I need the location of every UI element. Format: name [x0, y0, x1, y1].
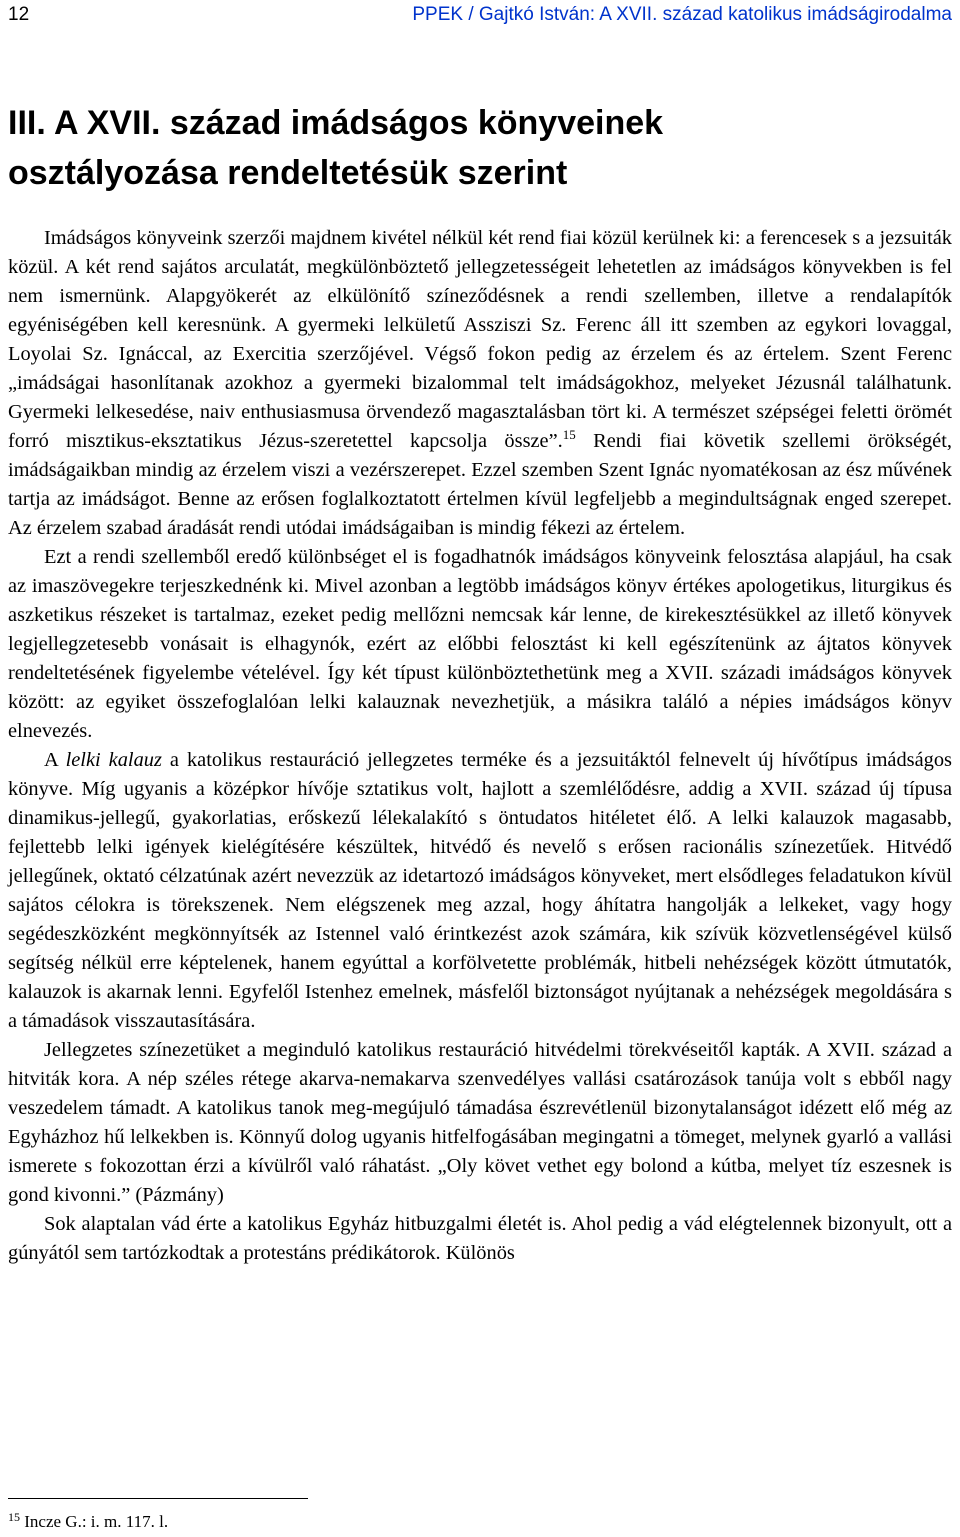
footnote-number: 15	[8, 1510, 20, 1524]
paragraph-1	[8, 224, 952, 543]
lelki-kalauz-term: lelki kalauz	[65, 749, 162, 771]
chapter-heading-line-1: III. A XVII. század imádságos könyveinek	[8, 104, 664, 142]
paragraph-3	[8, 746, 952, 1036]
paragraph-3-pre: A	[44, 749, 66, 771]
chapter-heading	[8, 98, 952, 198]
footnote-reference[interactable]: 15	[562, 427, 576, 442]
paragraph-1-part-c: A gyermeki lelkületű Assziszi Sz. Ferenc áll itt szemben az egykori lovaggal, Loyolai Sz. Ignáccal, az Exercitia szerzőjével. Végső fokon pedig az érzelem és az értelem. Szent Ferenc „imádságai hasonlítanak azokhoz a gyermeki bizalommal telt imádságokhoz, melyeket Jézusnál találhatunk. Gyermeki lelkesedése, naiv enthusiasmusa örvendező magasztalásban tört ki. A természet szépségei feletti örömét forró misztikus-eksztatikus Jézus-szeretettel kapcsolja össze”.	[8, 314, 952, 452]
chapter-heading-line-2: osztályozása rendeltetésük szerint	[8, 154, 568, 192]
running-title-link[interactable]: PPEK / Gajtkó István: A XVII. század katolikus imádságirodalma	[412, 4, 952, 25]
footnote-text: Incze G.: i. m. 117. l.	[24, 1512, 169, 1531]
paragraph-4: Jellegzetes színezetüket a meginduló katolikus restauráció hitvédelmi törekvéseitől kapták. A XVII. század a hitviták kora. A nép széles rétege akarva-nemakarva szenvedélyes vallási csatározások tanúja volt s ebből nagy veszedelem támadt. A katolikus tanok meg-megújuló támadása észrevétlenül bizonytalanságot idézett elő még az Egyházhoz hű lelkekben is. Könnyű dolog ugyanis hitfelfogásában megingatni a tömeget, melynek gyarló a vallási ismerete s fokozottan érzi a kívülről való ráhatást. „Oly követ vethet egy bolond a kútba, melyet tíz eszesnek is gond kivonni.” (Pázmány)	[8, 1039, 952, 1206]
paragraph-3-post: a katolikus restauráció jellegzetes terméke és a jezsuitáktól felnevelt új hívőtípus imádságos könyve. Míg ugyanis a középkor hívője sztatikus volt, hajlott a szemlélődésre, addig a XVII. század új típusa dinamikus-jellegű, gyakorlatias, erőskezű lélekalakító s öntudatos hitéletet élő. A lelki kalauzok magasabb, fejlettebb lelki igények kielégítésére készültek, hitvédő és nevelő s erősen racionális színezetűek. Hitvédő jellegűnek, oktató célzatúnak azért nevezzük az idetartozó imádságos könyveket, mert elsődleges feladatukon kívül sajátos célokra is törekszenek. Nem elégszenek meg azzal, hogy áhítatra hangolják a lelkeket, vagy hogy segédeszközként megkönnyítsék az Istennel való érintkezést azok számára, kik szívük közvetlenségével külső segítség nélkül erre képtelenek, hanem egyúttal a korfölvetette problémák, hitbeli nehézségek között útmutatók, kalauzok is akarnak lenni. Egyfelől Istenhez emelnek, másfelől biztonságot nyújtanak a nehézségek megoldására s a támadások visszautasítására.	[8, 749, 952, 1032]
paragraph-5: Sok alaptalan vád érte a katolikus Egyház hitbuzgalmi életét is. Ahol pedig a vád elégtelennek bizonyult, ott a gúnyától sem tartózkodtak a protestáns prédikátorok. Különös	[8, 1213, 952, 1264]
paragraph-2: Ezt a rendi szellemből eredő különbséget el is fogadhatnók imádságos könyveink felosztása alapjául, ha csak az imaszövegekre terjeszkednénk ki. Mivel azonban a legtöbb imádságos könyv értékes apologetikus, liturgikus és aszketikus részeket is tartalmaz, ezeket pedig mellőzni nemcsak kár lenne, de kirekesztésükkel az illető könyvek legjellegzetesebb vonásait is elhagynók, ezért az előbbi felosztást ki kell egészítenünk az ájtatos könyvek rendeltetésének figyelembe vételével. Így két típust különböztethetünk meg a XVII. századi imádságos könyvek között: az egyiket összefoglalóan lelki kalauznak nevezhetjük, a másikra találó a népies imádságos könyv elnevezés.	[8, 546, 952, 742]
footnote-divider	[8, 1498, 308, 1499]
running-header	[8, 2, 952, 28]
paragraph-1-part-b: A két rend sajátos arculatát, megkülönböztető jellegzetességeit lehetetlen az imádságos könyvekben is fel nem ismernünk. Alapgyökerét az elkülönítő színeződésnek a rendi szellemben, illetve a rendalapítók egyéniségében kell keresnünk.	[8, 256, 953, 336]
paragraph-1-part-d: Rendi fiai követik szellemi örökségét, imádságaikban mindig az érzelem viszi a vezérszerepet. Ezzel szemben Szent Ignác nyomatékosan az ész művének tartja az imádságot. Benne az erősen foglalkoztatott értelmen kívül legfeljebb a megindultságnak enged szerepet. Az érzelem szabad áradását rendi utódai imádságaiban is mindig fékezi az értelem.	[8, 430, 952, 539]
footnote	[8, 1510, 952, 1534]
paragraph-1-part-a: Imádságos könyveink szerzői majdnem kivétel nélkül két rend fiai közül kerülnek ki: a ferencesek s a jezsuiták közül.	[8, 227, 952, 278]
body-text	[8, 224, 952, 1268]
page-number: 12	[8, 4, 30, 25]
